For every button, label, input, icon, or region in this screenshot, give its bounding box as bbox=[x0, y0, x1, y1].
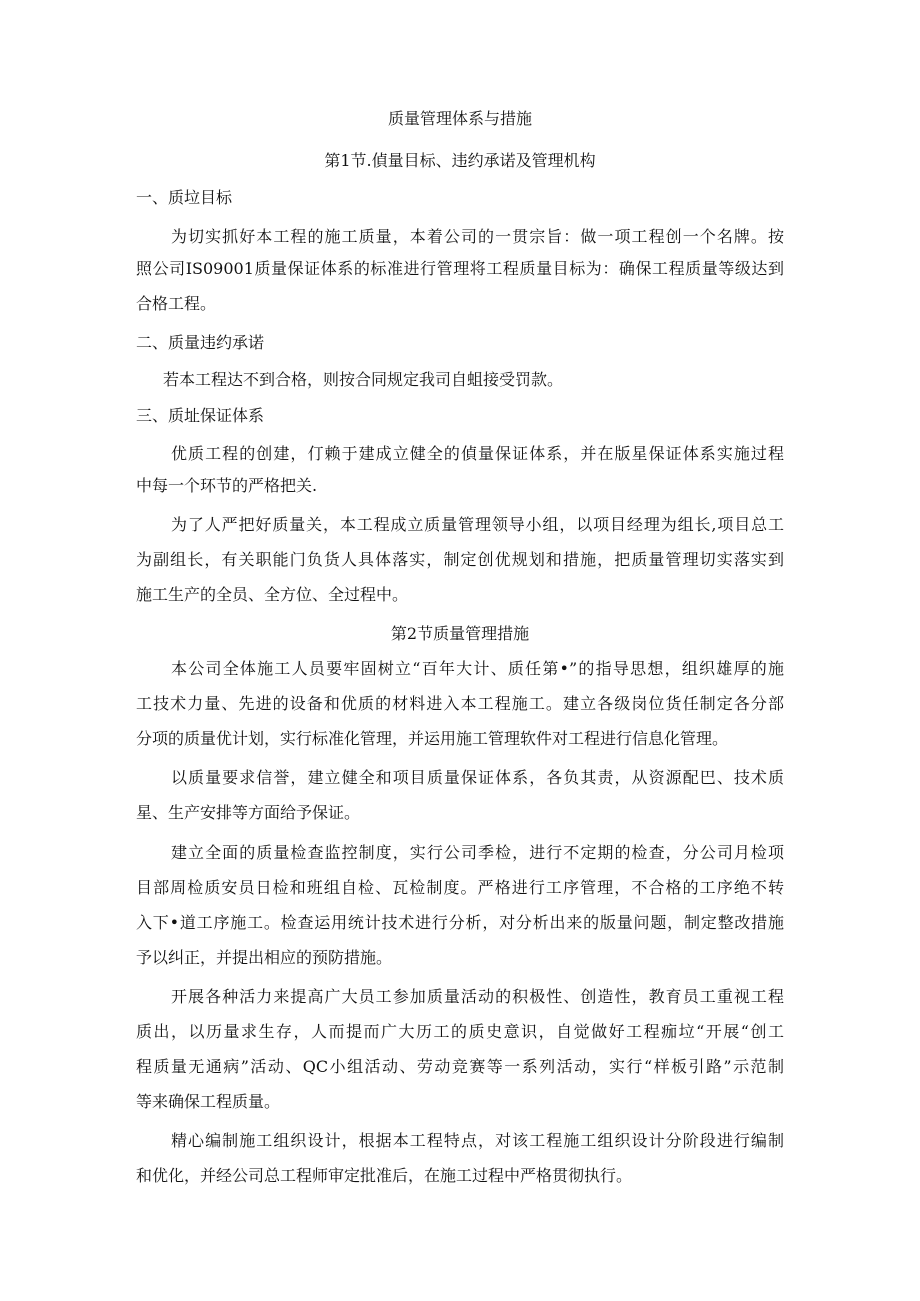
paragraph-line: 等来确保工程质量。 bbox=[136, 1092, 281, 1111]
part2-heading: 二、质量违约承诺 bbox=[136, 333, 265, 352]
paragraph-line: 为副组长，有关职能门负货人具体落实，制定创优规划和措施，把质量管理切实落实到 bbox=[136, 550, 784, 569]
paragraph-line: 本公司全体施工人员要牢固树立“百年大计、质任第•”的指导思想，组织雄厚的施 bbox=[171, 659, 784, 678]
paragraph-line: 予以纠正，并提出相应的预防措施。 bbox=[136, 948, 393, 967]
paragraph-line: 为切实抓好本工程的施工质量，本着公司的一贯宗旨：做一项工程创一个名牌。按 bbox=[171, 227, 784, 246]
paragraph-line: 质出，以历量求生存，人而提而广大历工的质史意识，自觉做好工程痂垃“开展“创工 bbox=[136, 1022, 784, 1041]
part1-heading: 一、质垃目标 bbox=[136, 188, 233, 207]
part3-heading: 三、质址保证体系 bbox=[136, 406, 265, 425]
paragraph-line: 中每一个环节的严格把关. bbox=[136, 476, 318, 495]
paragraph-line: 合格工程。 bbox=[136, 294, 217, 313]
paragraph-line: 工技术力量、先进的设备和优质的材料进入本工程施工。建立各级岗位货任制定各分部 bbox=[136, 694, 784, 713]
paragraph-line: 星、生产安排等方面给予保证。 bbox=[136, 803, 361, 822]
paragraph-line: 入下•道工序施工。检查运用统计技术进行分析，对分析出来的版量问题，制定整改措施 bbox=[136, 913, 784, 932]
paragraph-line: 开展各种活力来提高广大员工参加质量活动的积极性、创造性，教育员工重视工程 bbox=[171, 987, 784, 1006]
paragraph-line: 若本工程达不到合格，则按合同规定我司自蛆接受罚款。 bbox=[163, 370, 564, 389]
paragraph-line: 为了人严把好质量关，本工程成立质量管理领导小组，以项目经理为组长,项目总工 bbox=[171, 515, 784, 534]
paragraph-line: 建立全面的质量检查监控制度，实行公司季检，进行不定期的检查，分公司月检项 bbox=[171, 843, 784, 862]
paragraph-line: 分项的质量优计划，实行标准化管理，并运用施工管理软件对工程进行信息化管理。 bbox=[136, 729, 729, 748]
paragraph-line: 施工生产的全员、全方位、全过程中。 bbox=[136, 585, 409, 604]
paragraph-line: 目部周检质安员日检和班组自检、瓦检制度。严格进行工序管理，不合格的工序绝不转 bbox=[136, 878, 784, 897]
paragraph-line: 精心编制施工组织设计，根据本工程特点，对该工程施工组织设计分阶段进行编制 bbox=[171, 1131, 784, 1150]
paragraph-line: 和优化，并经公司总工程师审定批准后，在施工过程中严格贯彻执行。 bbox=[136, 1166, 633, 1185]
paragraph-line: 以质量要求信誉，建立健全和项目质量保证体系，各负其责，从资源配巴、技术质 bbox=[171, 768, 784, 787]
paragraph-line: 优质工程的创建，仃赖于建成立健全的偵量保证体系，并在版星保证体系实施过程 bbox=[171, 444, 784, 463]
section2-heading: 第2节质量管理措施 bbox=[390, 624, 530, 643]
paragraph-line: 程质量无通病”活动、QC小组活动、劳动竞赛等一系列活动，实行“样板引路”示范制 bbox=[136, 1057, 784, 1076]
document-title: 质量管理体系与措施 bbox=[387, 109, 532, 128]
section1-heading: 第1节.偵量目标、违约承诺及管理机构 bbox=[324, 151, 596, 170]
paragraph-line: 照公司IS09001质量保证体系的标准进行管理将工程质量目标为：确保工程质量等级达到 bbox=[136, 259, 784, 278]
